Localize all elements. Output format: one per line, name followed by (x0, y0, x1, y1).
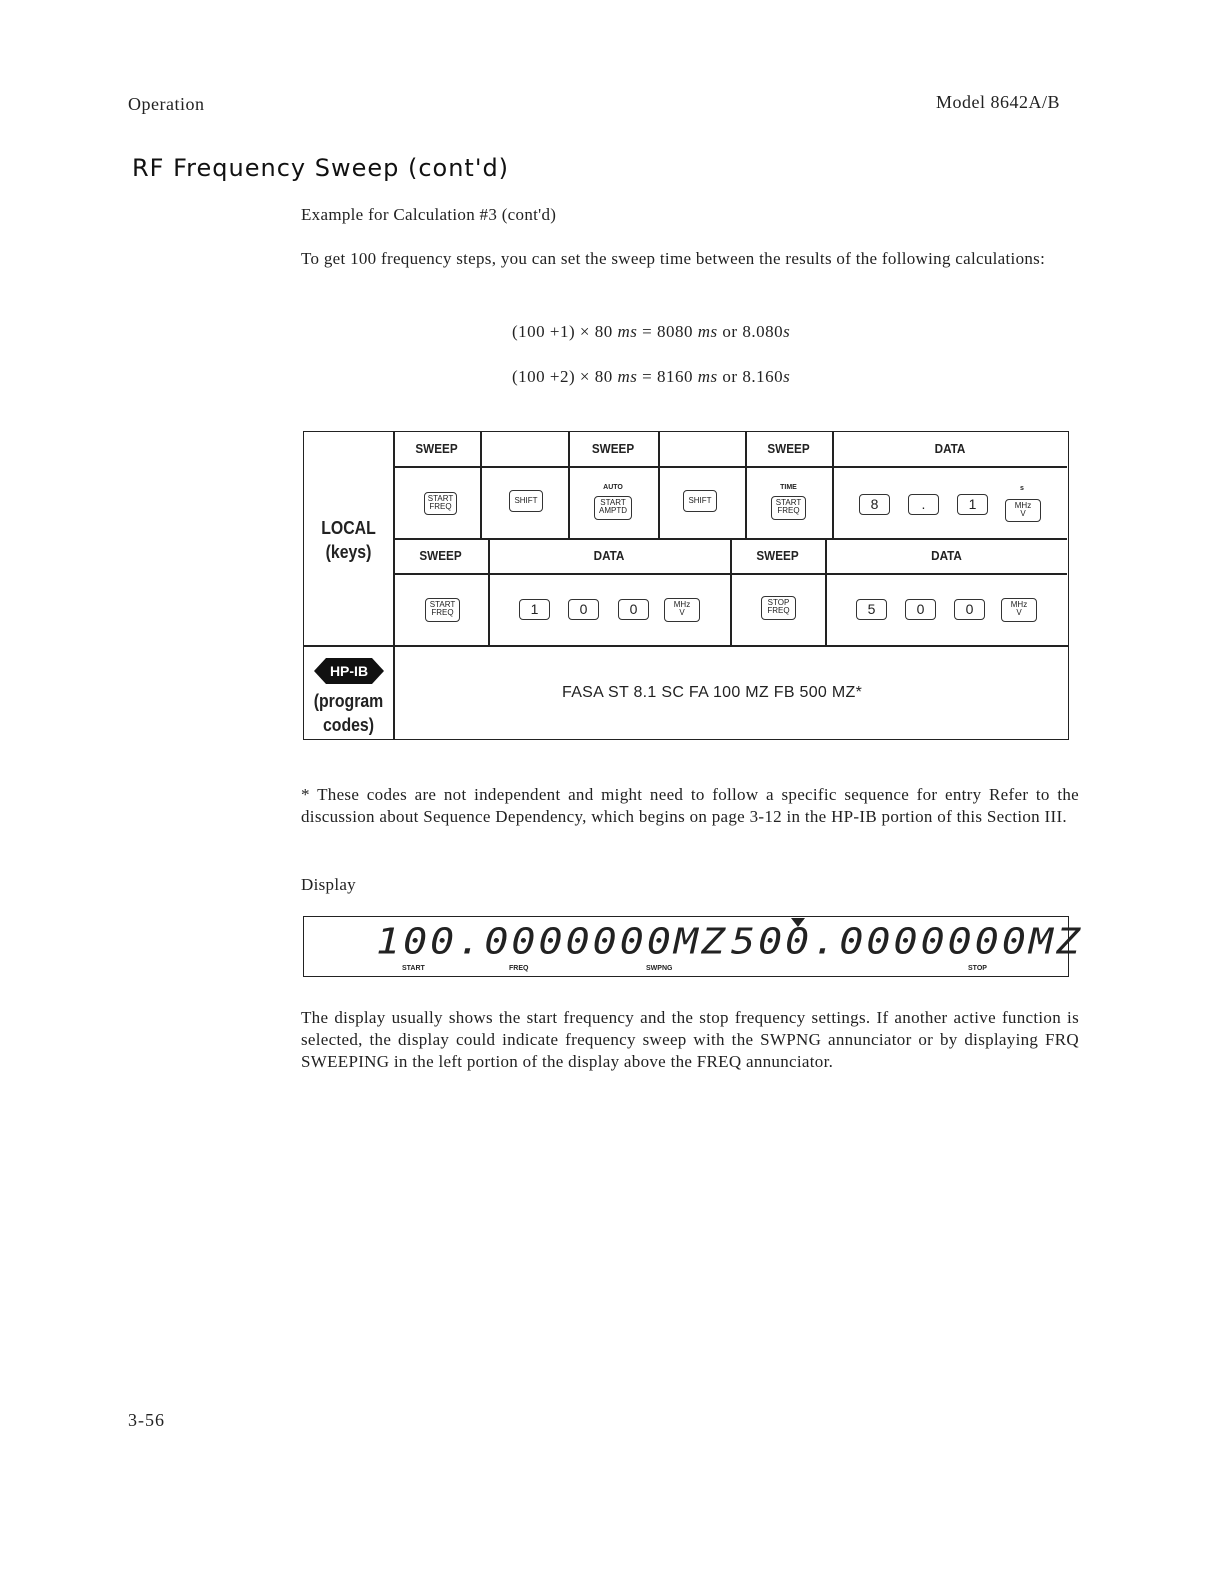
row2-header-sweep-1: SWEEP (419, 548, 462, 563)
page-number: 3-56 (128, 1410, 165, 1430)
key-decimal[interactable]: . (908, 494, 939, 515)
key-0-b[interactable]: 0 (618, 599, 649, 620)
annunciator-freq: FREQ (509, 965, 529, 972)
equation-1: (100 +1) × 80 ms = 8080 ms or 8.080s (512, 322, 791, 341)
annunciator-stop: STOP (968, 965, 987, 972)
key-8[interactable]: 8 (859, 494, 890, 515)
shift-key-2[interactable]: SHIFT (683, 490, 717, 512)
display-heading: Display (301, 875, 356, 894)
start-freq-key[interactable]: START FREQ (424, 492, 457, 515)
example-heading: Example for Calculation #3 (cont'd) (301, 205, 557, 224)
running-header-left: Operation (128, 94, 205, 114)
svg-text:HP-IB: HP-IB (329, 663, 369, 679)
local-label: LOCAL (keys) (321, 518, 376, 562)
annunciator-start: START (402, 965, 425, 972)
annunciator-swpng: SWPNG (646, 965, 673, 972)
stop-freq-key[interactable]: STOP FREQ (761, 596, 796, 620)
row2-header-sweep-2: SWEEP (756, 548, 799, 563)
auto-label: AUTO (603, 484, 623, 491)
key-0-a[interactable]: 0 (568, 599, 599, 620)
key-0-d[interactable]: 0 (954, 599, 985, 620)
closing-paragraph: The display usually shows the start frequency and the stop frequency settings. If another active function is selected, the display could indicate frequency sweep with the SWPNG annunciator or by displaying FRQ SWEEPING in the left portion of the display above the FREQ annunciator. (301, 1008, 1079, 1071)
stop-frequency-readout: 500.0000000MZ (731, 921, 1084, 963)
mhz-v-key-3[interactable]: MHz V (1001, 598, 1037, 622)
shift-key[interactable]: SHIFT (509, 490, 543, 512)
key-0-c[interactable]: 0 (905, 599, 936, 620)
start-freq-key-3[interactable]: START FREQ (425, 598, 460, 622)
key-1[interactable]: 1 (957, 494, 988, 515)
row1-header-sweep-1: SWEEP (415, 441, 458, 456)
start-frequency-readout: 100.0000000MZ (376, 921, 729, 963)
intro-paragraph: To get 100 frequency steps, you can set the sweep time between the results of the following calculations: (301, 249, 1046, 268)
footnote: * These codes are not independent and might need to follow a specific sequence for entry Refer to the discussion about Sequence Dependency, which begins on page 3-12 in the HP-IB portion of this Section III. (301, 785, 1079, 826)
hpib-logo-icon (314, 654, 384, 688)
equation-2: (100 +2) × 80 ms = 8160 ms or 8.160s (512, 367, 791, 386)
running-header-right: Model 8642A/B (936, 92, 1061, 112)
seconds-label: s (1020, 485, 1024, 492)
key-1-b[interactable]: 1 (519, 599, 550, 620)
program-codes: FASA ST 8.1 SC FA 100 MZ FB 500 MZ* (562, 684, 863, 701)
section-title: RF Frequency Sweep (cont'd) (132, 154, 510, 182)
start-amptd-key[interactable]: START AMPTD (594, 496, 632, 520)
key-sequence-table (303, 431, 1069, 740)
frequency-display (303, 916, 1084, 977)
time-label: TIME (780, 484, 797, 491)
row1-header-sweep-2: SWEEP (591, 441, 635, 456)
mhz-v-key[interactable]: MHz V (1005, 499, 1041, 522)
row2-header-data-1: DATA (593, 548, 625, 563)
row1-header-sweep-3: SWEEP (767, 441, 810, 456)
mhz-v-key-2[interactable]: MHz V (664, 598, 700, 622)
key-5[interactable]: 5 (856, 599, 887, 620)
row1-header-data: DATA (934, 441, 966, 456)
row2-header-data-2: DATA (931, 548, 962, 563)
start-freq-key-2[interactable]: START FREQ (771, 496, 806, 520)
program-codes-label: (program codes) (313, 691, 384, 735)
